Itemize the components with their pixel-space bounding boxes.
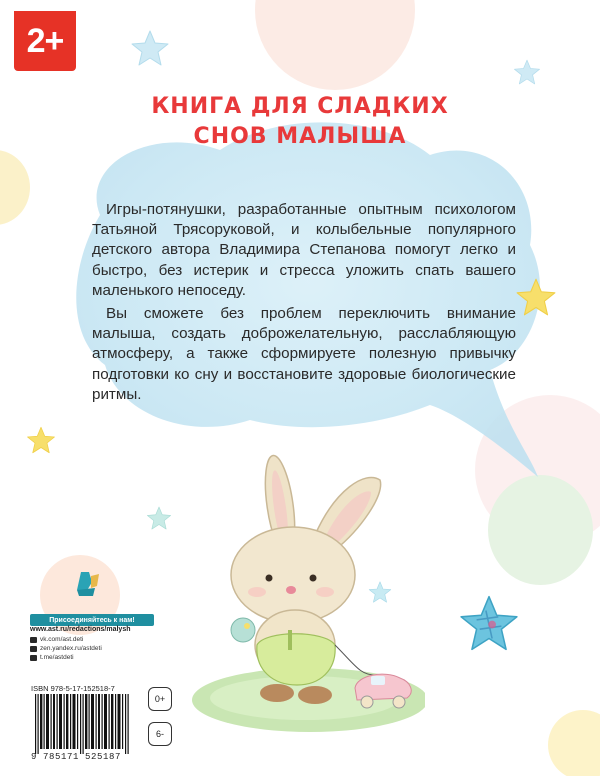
star-icon bbox=[515, 276, 557, 318]
publisher-website-link[interactable]: www.ast.ru/redactions/malysh bbox=[30, 626, 131, 633]
star-icon bbox=[146, 505, 172, 531]
vk-icon bbox=[30, 637, 37, 643]
age-mark-text: 6- bbox=[155, 729, 164, 739]
age-mark bbox=[148, 722, 172, 746]
star-icon bbox=[130, 28, 170, 68]
decor-blob bbox=[548, 710, 600, 776]
star-icon bbox=[513, 58, 541, 86]
description-paragraph bbox=[92, 304, 516, 405]
age-rating-text: 2+ bbox=[26, 21, 64, 60]
age-mark bbox=[148, 687, 172, 711]
decor-blob bbox=[255, 0, 415, 90]
social-link-vk[interactable] bbox=[30, 636, 83, 643]
barcode-bars bbox=[31, 694, 139, 754]
bunny-illustration bbox=[185, 450, 425, 735]
zen-icon bbox=[30, 646, 37, 652]
age-mark-text: 0+ bbox=[154, 694, 166, 704]
social-link-text: t.me/astdeti bbox=[40, 654, 74, 661]
age-rating-badge bbox=[14, 11, 76, 71]
telegram-icon bbox=[30, 655, 37, 661]
decor-blob bbox=[488, 475, 593, 585]
description-text: Игры-потянушки, разработанные опытным психологом Татьяной Трясоруковой, и колыбельные популярного детского автора Владимира Степанова помогут легко и быстро, без истерик и стресса уложить спать вашего маленького непоседу. bbox=[92, 201, 516, 299]
social-link-telegram[interactable] bbox=[30, 654, 74, 661]
publisher-logo bbox=[67, 568, 117, 608]
social-link-text: vk.com/ast.deti bbox=[40, 636, 84, 643]
join-us-label: Присоединяйтесь к нам! bbox=[30, 614, 154, 626]
barcode-number: 9 785171 525187 bbox=[31, 752, 122, 762]
social-link-text: zen.yandex.ru/astdeti bbox=[40, 645, 102, 652]
description-paragraph bbox=[92, 200, 516, 301]
book-title-line: КНИГА ДЛЯ СЛАДКИХ bbox=[151, 94, 449, 119]
social-link-zen[interactable] bbox=[30, 645, 102, 652]
book-title-line: СНОВ МАЛЫША bbox=[193, 124, 407, 149]
isbn-text: ISBN 978-5-17-152518-7 bbox=[31, 684, 115, 693]
star-icon bbox=[26, 425, 56, 455]
isbn-barcode bbox=[29, 684, 141, 766]
decor-blob bbox=[0, 150, 30, 225]
book-title bbox=[100, 92, 500, 152]
star-icon bbox=[455, 592, 523, 654]
description-text: Вы сможете без проблем переключить внимание малыша, создать доброжелательную, расслабляющую атмосферу, а также сформируете полезную привычку подготовки ко сну и восстановите здоровые биологические ритмы. bbox=[92, 305, 516, 403]
